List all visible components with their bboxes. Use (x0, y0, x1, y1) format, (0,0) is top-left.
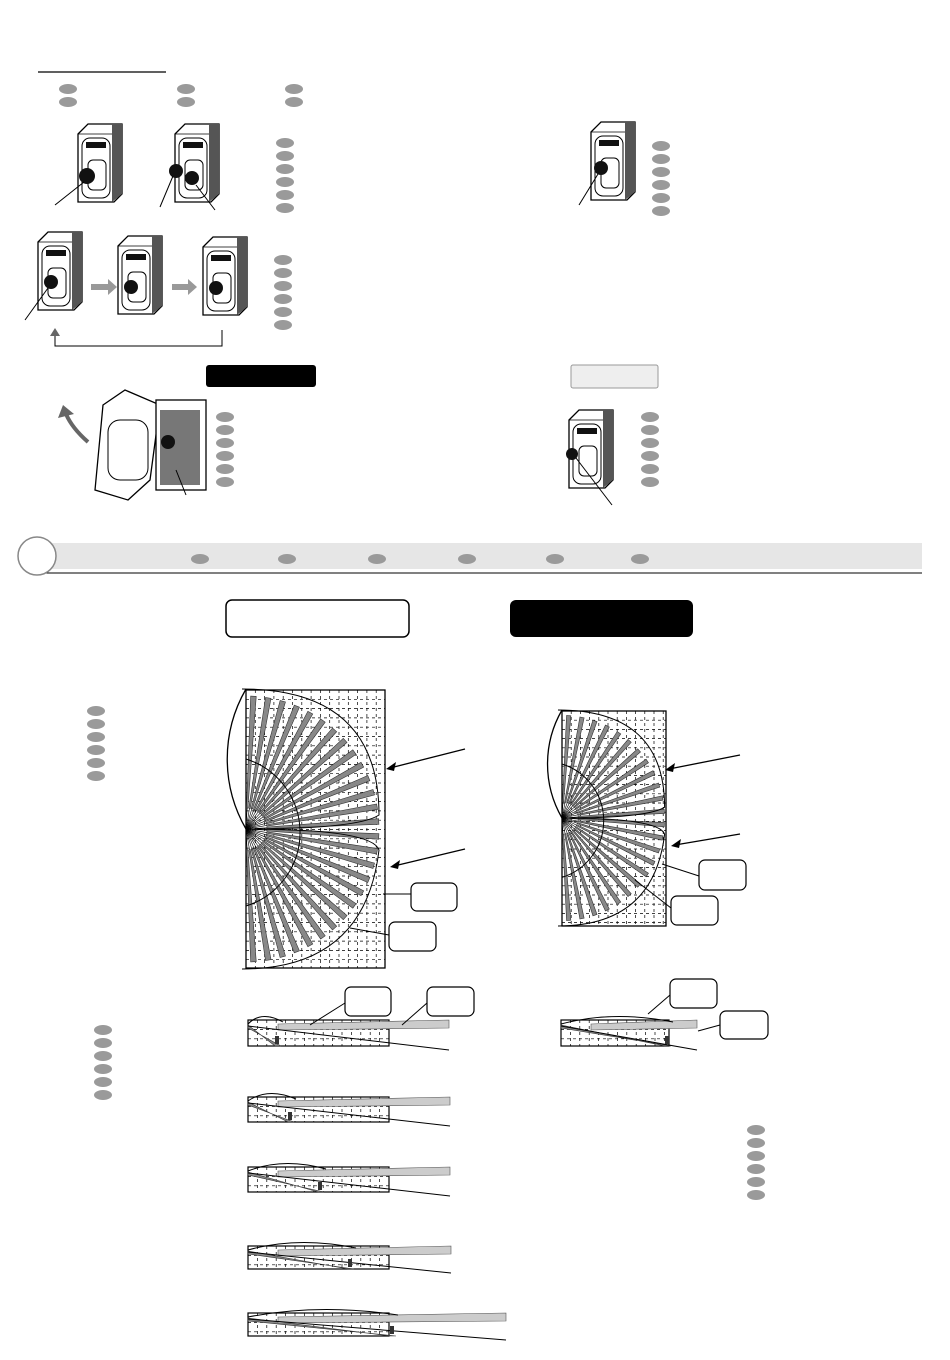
black-pill-large (510, 600, 693, 637)
gray-pill-small (571, 365, 658, 388)
sensor-illustration-right-top (579, 122, 670, 216)
curved-arrow-icon (66, 414, 88, 442)
sensor-sequence (25, 232, 247, 346)
bullets-left-2 (94, 1025, 112, 1100)
black-pill-small (206, 365, 316, 387)
arrow-right-icon (172, 279, 197, 295)
bullets-group-1 (276, 138, 294, 213)
outlined-pill-large (226, 600, 409, 637)
top-bullets (59, 84, 303, 107)
bullets-left-1 (87, 706, 105, 781)
loop-arrow-icon (55, 330, 222, 346)
sensor-illustration-2 (160, 124, 219, 210)
side-views (248, 1016, 697, 1340)
sensor-illustration-1 (55, 124, 122, 205)
callouts-top-right (635, 755, 746, 925)
arrow-right-icon (91, 279, 117, 295)
bullets-right-bottom (747, 1125, 765, 1200)
detection-top-view-right (548, 710, 666, 926)
sensor-illustration-right-mid (566, 410, 659, 505)
detection-top-view-left (227, 689, 385, 969)
section-number-circle (18, 537, 56, 575)
callouts-side (310, 979, 768, 1039)
led-indicator (79, 168, 95, 184)
sensor-open-cover (58, 390, 234, 500)
bullets-group-2 (274, 255, 292, 330)
section-bar (18, 537, 922, 575)
